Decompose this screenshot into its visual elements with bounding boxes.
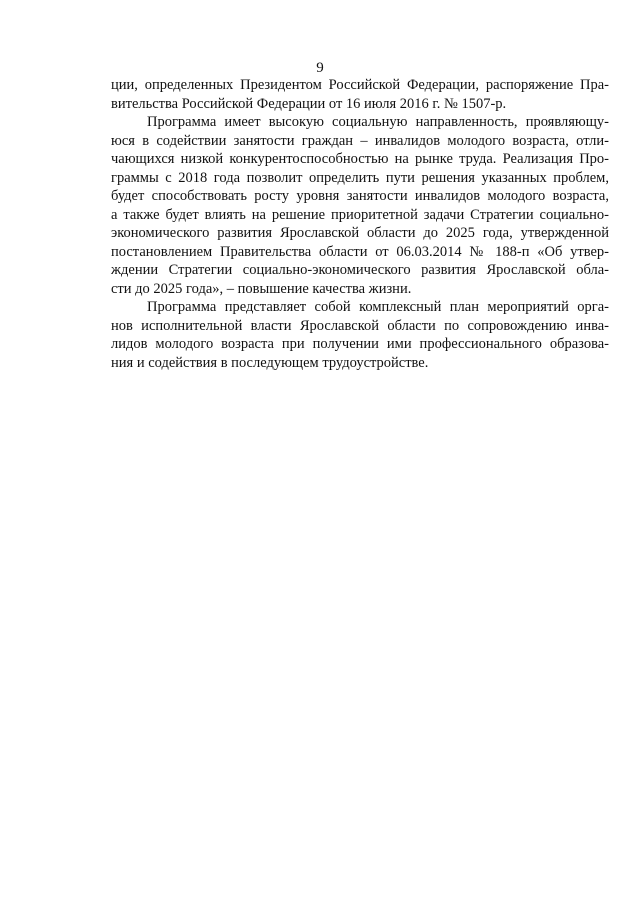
text-line: Программа имеет высокую социальную направленность, проявляющу- xyxy=(147,114,609,130)
body-text xyxy=(111,76,609,372)
text-line: граммы с 2018 года позволит определить пути решения указанных проблем, xyxy=(111,169,609,186)
text-line: вительства Российской Федерации от 16 июля 2016 г. № 1507-р. xyxy=(111,95,507,112)
paragraph-1 xyxy=(111,76,609,113)
text-line: Программа представляет собой комплексный план мероприятий орга- xyxy=(147,299,609,315)
text-line: ции, определенных Президентом Российской Федерации, распоряжение Пра- xyxy=(111,77,609,93)
text-line: ния и содействия в последующем трудоустройстве. xyxy=(111,354,429,371)
text-line: нов исполнительной власти Ярославской области по сопровождению инва- xyxy=(111,317,609,334)
text-line: ждении Стратегии социально-экономического развития Ярославской обла- xyxy=(111,262,609,278)
text-line: лидов молодого возраста при получении ими профессионального образова- xyxy=(111,336,609,352)
text-line: чающихся низкой конкурентоспособностью на рынке труда. Реализация Про- xyxy=(111,151,609,167)
text-line: юся в содействии занятости граждан – инвалидов молодого возраста, отли- xyxy=(111,132,609,149)
paragraph-2 xyxy=(111,113,609,298)
text-line: экономического развития Ярославской области до 2025 года, утвержденной xyxy=(111,225,609,241)
text-line: будет способствовать росту уровня занятости инвалидов молодого возраста, xyxy=(111,188,609,204)
text-line: а также будет влиять на решение приоритетной задачи Стратегии социально- xyxy=(111,206,609,223)
page-number: 9 xyxy=(316,60,324,76)
paragraph-3 xyxy=(111,298,609,372)
text-line: сти до 2025 года», – повышение качества жизни. xyxy=(111,280,412,297)
text-line: постановлением Правительства области от 06.03.2014 № 188-п «Об утвер- xyxy=(111,243,609,260)
